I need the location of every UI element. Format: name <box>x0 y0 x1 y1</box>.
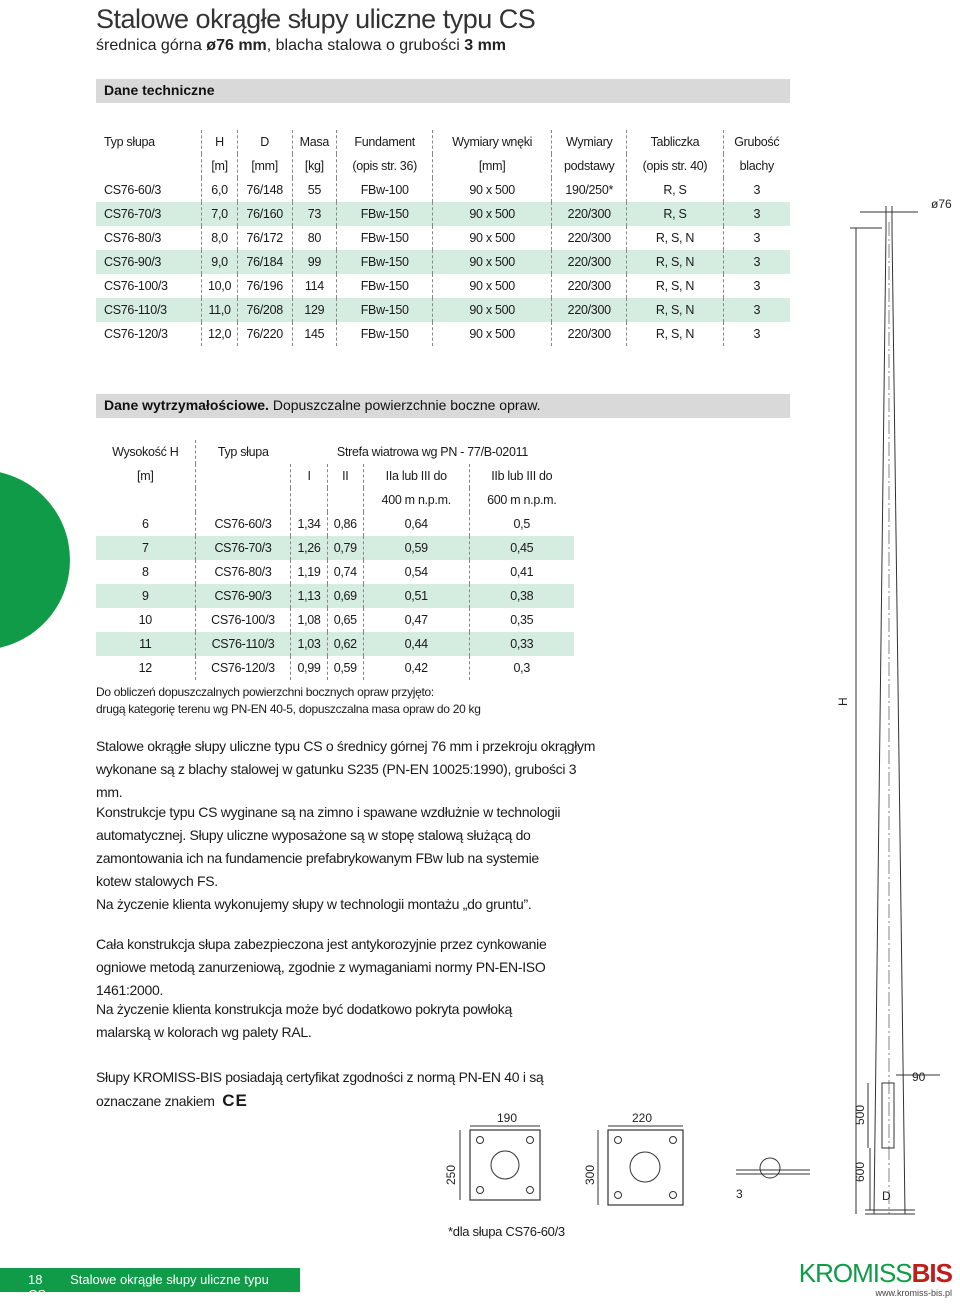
paragraph-description: Stalowe okrągłe słupy uliczne typu CS o średnicy górnej 76 mm i przekroju okrągłym wykonane są z blachy stalowej w gatunku S235 (PN-EN 10025:1990), grubości 3 mm. <box>96 738 596 800</box>
tech-row-cell: CS76-60/3 <box>104 183 162 197</box>
strength-row-cell: 0,99 <box>291 656 327 680</box>
tech-row-cell: 76/196 <box>237 274 292 298</box>
tech-row-cell: 11,0 <box>202 298 237 322</box>
tech-row-cell: 73 <box>292 202 337 226</box>
tech-header-row-cell: [m] <box>202 154 237 178</box>
dim-500-label: 500 <box>853 1104 867 1125</box>
tech-row-cell: FBw-150 <box>337 298 433 322</box>
tech-header-row-cell: Fundament <box>337 130 433 154</box>
tech-row-cell: 90 x 500 <box>433 226 552 250</box>
tech-row-cell: R, S, N <box>627 226 723 250</box>
tech-row-cell: 12,0 <box>202 322 237 346</box>
tech-header-row-cell: podstawy <box>552 154 627 178</box>
tech-row-cell: CS76-90/3 <box>96 250 202 274</box>
paragraph-ground-mount: Na życzenie klienta wykonujemy słupy w technologii montażu „do gruntu”. <box>96 896 532 912</box>
strength-row-cell: 0,45 <box>469 536 574 560</box>
strength-row-cell: 0,54 <box>363 560 469 584</box>
dim-90-label: 90 <box>912 1070 926 1084</box>
tech-row-cell: R, S, N <box>627 322 723 346</box>
tech-row-cell: 3 <box>723 226 790 250</box>
strength-row-cell: 1,13 <box>291 584 327 608</box>
tech-row-cell: 10,0 <box>202 274 237 298</box>
tech-row-cell: 55 <box>292 178 337 202</box>
tech-row-cell: 90 x 500 <box>433 274 552 298</box>
tech-row-cell: 3 <box>723 250 790 274</box>
tech-row-cell: 190/250* <box>552 178 627 202</box>
tech-header-row-cell: H <box>202 130 237 154</box>
tech-row-cell: CS76-70/3 <box>96 202 202 226</box>
tech-row-cell: CS76-120/3 <box>104 327 168 341</box>
tech-header-row-cell: [kg] <box>292 154 337 178</box>
tech-header-row-cell: blachy <box>723 154 790 178</box>
col-height: Wysokość H <box>112 445 179 459</box>
col-unit: [m] <box>137 469 154 483</box>
tech-row-cell: 220/300 <box>552 250 627 274</box>
strength-row-cell: 0,42 <box>363 656 469 680</box>
calc-note-line1: Do obliczeń dopuszczalnych powierzchni bocznych opraw przyjęto: <box>96 685 434 699</box>
tech-row-cell: 220/300 <box>552 298 627 322</box>
strength-row-cell: 1,03 <box>291 632 327 656</box>
tech-row-cell: FBw-100 <box>337 178 433 202</box>
strength-row-cell: 0,65 <box>327 608 363 632</box>
tech-header-row-cell: Masa <box>292 130 337 154</box>
col-zone-IIb: IIb lub III do <box>469 464 574 488</box>
strength-row-cell: 0,41 <box>469 560 574 584</box>
tech-row-cell: 76/220 <box>237 322 292 346</box>
col-zone-IIa-alt: 400 m n.p.m. <box>363 488 469 512</box>
strength-row-cell: 0,51 <box>363 584 469 608</box>
strength-heading-rest: Dopuszczalne powierzchnie boczne opraw. <box>268 397 541 413</box>
tech-row-cell: 90 x 500 <box>433 202 552 226</box>
tech-row-cell: 3 <box>723 322 790 346</box>
tech-row-cell: 90 x 500 <box>433 322 552 346</box>
paragraph-construction-text: Konstrukcje typu CS wyginane są na zimno i spawane wzdłużnie w technologii automatycznej. Słupy uliczne wyposażone są w stopę stalową służącą do zamontowania ich na fundamencie prefabrykowanym FBw lub na systemie kotew stalowych FS. <box>96 804 561 889</box>
tech-row-cell: 6,0 <box>202 178 237 202</box>
tech-header-row-cell: Tabliczka <box>627 130 723 154</box>
tech-header-row-cell: Wymiary <box>552 130 627 154</box>
dim-300-label: 300 <box>583 1164 597 1185</box>
calc-note-line2: drugą kategorię terenu wg PN-EN 40-5, dopuszczalna masa opraw do 20 kg <box>96 702 481 716</box>
tech-row-cell: 80 <box>292 226 337 250</box>
paragraph-painting: Na życzenie klienta konstrukcja może być dodatkowo pokryta powłoką malarską w kolorach wg palety RAL. <box>96 1001 512 1040</box>
tech-row-cell: 3 <box>723 298 790 322</box>
kromiss-logo <box>799 1258 952 1289</box>
strength-row-cell: 0,64 <box>363 512 469 536</box>
strength-heading-bold: Dane wytrzymałościowe. <box>104 397 269 413</box>
strength-row-cell: 0,69 <box>327 584 363 608</box>
tech-row-cell: 76/184 <box>237 250 292 274</box>
top-diameter-label: ø76 <box>931 197 952 211</box>
ce-mark-icon: CE <box>222 1091 248 1110</box>
paragraph-certificate-text: Słupy KROMISS-BIS posiadają certyfikat zgodności z normą PN-EN 40 i są oznaczane znakiem <box>96 1069 544 1109</box>
strength-row-cell: 0,5 <box>469 512 574 536</box>
tech-row-cell: 3 <box>723 202 790 226</box>
tech-row-cell: 90 x 500 <box>433 250 552 274</box>
strength-row-cell: 0,74 <box>327 560 363 584</box>
col-zone-I: I <box>291 464 327 488</box>
tech-row-cell: 9,0 <box>202 250 237 274</box>
tech-row-cell: CS76-110/3 <box>96 298 202 322</box>
strength-row-cell: CS76-60/3 <box>195 512 291 536</box>
strength-row-cell: CS76-70/3 <box>195 536 291 560</box>
strength-row-cell: 1,34 <box>291 512 327 536</box>
strength-row-cell: 0,79 <box>327 536 363 560</box>
tech-row-cell: R, S, N <box>627 250 723 274</box>
strength-row-cell: 7 <box>96 536 195 560</box>
tech-row-cell: R, S, N <box>627 274 723 298</box>
tech-row-cell: FBw-150 <box>337 274 433 298</box>
strength-row-cell: CS76-80/3 <box>195 560 291 584</box>
subtitle-text: średnica górna <box>96 37 207 54</box>
strength-row-cell: 1,08 <box>291 608 327 632</box>
tech-row-cell: 3 <box>723 274 790 298</box>
dim-220-label: 220 <box>632 1111 653 1125</box>
strength-row-cell: 8 <box>141 565 149 579</box>
tech-header-row-cell: [mm] <box>237 154 292 178</box>
strength-row-cell: CS76-120/3 <box>195 656 291 680</box>
tech-row-cell: 220/300 <box>552 322 627 346</box>
tech-header-row-cell: Wymiary wnęki <box>433 130 552 154</box>
tech-row-cell: FBw-150 <box>337 322 433 346</box>
strength-row-cell: 0,59 <box>363 536 469 560</box>
base-footnote: *dla słupa CS76-60/3 <box>448 1224 565 1239</box>
strength-row-cell: CS76-90/3 <box>195 584 291 608</box>
dim-600-label: 600 <box>853 1161 867 1182</box>
tech-row-cell: R, S <box>627 178 723 202</box>
tech-row-cell: 114 <box>292 274 337 298</box>
col-type: Typ słupa <box>195 440 291 464</box>
strength-row-cell: CS76-100/3 <box>195 608 291 632</box>
dim-3-label: 3 <box>736 1187 743 1201</box>
tech-row-cell: R, S <box>627 202 723 226</box>
footer-bar <box>0 1268 300 1302</box>
strength-row-cell: 0,44 <box>363 632 469 656</box>
strength-row-cell: CS76-110/3 <box>195 632 291 656</box>
tech-row-cell: 129 <box>292 298 337 322</box>
tech-header-row-cell: Typ słupa <box>104 135 155 149</box>
tech-row-cell: 145 <box>292 322 337 346</box>
tech-row-cell: CS76-80/3 <box>104 231 162 245</box>
tech-row-cell: 76/148 <box>237 178 292 202</box>
strength-row-cell: 6 <box>141 517 149 531</box>
tech-header-row-cell: (opis str. 36) <box>337 154 433 178</box>
tech-row-cell: 8,0 <box>202 226 237 250</box>
tech-row-cell: 220/300 <box>552 274 627 298</box>
tech-row-cell: FBw-150 <box>337 250 433 274</box>
strength-row-cell: 0,59 <box>327 656 363 680</box>
paragraph-galvanizing: Cała konstrukcja słupa zabezpieczona jest antykorozyjnie przez cynkowanie ogniowe metodą zanurzeniową, zgodnie z wymaganiami normy PN-EN-ISO 1461:2000. <box>96 936 547 998</box>
dim-190-label: 190 <box>497 1111 518 1125</box>
dim-H-label: H <box>836 697 850 706</box>
tech-header-row-cell: (opis str. 40) <box>627 154 723 178</box>
tech-row-cell: FBw-150 <box>337 202 433 226</box>
tech-row-cell: 76/160 <box>237 202 292 226</box>
tech-row-cell: CS76-100/3 <box>104 279 168 293</box>
tech-row-cell: 76/208 <box>237 298 292 322</box>
footer-title: Stalowe okrągłe słupy uliczne typu CS <box>28 1272 269 1302</box>
tech-header-row-cell: Grubość <box>723 130 790 154</box>
tech-row-cell: 90 x 500 <box>433 298 552 322</box>
strength-row-cell: 0,33 <box>469 632 574 656</box>
page-number: 18 <box>28 1272 43 1287</box>
tech-row-cell: FBw-150 <box>337 226 433 250</box>
strength-row-cell: 0,47 <box>363 608 469 632</box>
dim-D-label: D <box>882 1189 891 1203</box>
tech-row-cell: 220/300 <box>552 226 627 250</box>
subtitle-diameter: ø76 mm <box>206 37 267 54</box>
strength-row-cell: 0,35 <box>469 608 574 632</box>
tech-header-row-cell: D <box>237 130 292 154</box>
tech-row-cell: 220/300 <box>552 202 627 226</box>
tech-row-cell: 99 <box>292 250 337 274</box>
strength-row-cell: 0,3 <box>469 656 574 680</box>
subtitle-text-mid: , blacha stalowa o grubości <box>266 37 465 54</box>
strength-row-cell: 12 <box>138 661 152 675</box>
logo-url: www.kromiss-bis.pl <box>875 1288 952 1298</box>
tech-row-cell: 7,0 <box>202 202 237 226</box>
strength-row-cell: 9 <box>96 584 195 608</box>
strength-row-cell: 11 <box>96 632 195 656</box>
col-zone: Strefa wiatrowa wg PN - 77/B-02011 <box>336 445 528 459</box>
tech-heading-text: Dane techniczne <box>104 82 215 98</box>
col-zone-IIb-alt: 600 m n.p.m. <box>469 488 574 512</box>
logo-kromiss: KROMISS <box>798 1258 912 1288</box>
col-zone-IIa: IIa lub III do <box>363 464 469 488</box>
strength-row-cell: 10 <box>138 613 152 627</box>
tech-row-cell: 76/172 <box>237 226 292 250</box>
strength-row-cell: 0,86 <box>327 512 363 536</box>
subtitle-thickness: 3 mm <box>464 37 507 54</box>
strength-row-cell: 0,62 <box>327 632 363 656</box>
col-zone-II: II <box>327 464 363 488</box>
page-title: Stalowe okrągłe słupy uliczne typu CS <box>96 4 536 34</box>
tech-row-cell: 3 <box>723 178 790 202</box>
tech-row-cell: 90 x 500 <box>433 178 552 202</box>
tech-row-cell: R, S, N <box>627 298 723 322</box>
strength-row-cell: 0,38 <box>469 584 574 608</box>
strength-row-cell: 1,19 <box>291 560 327 584</box>
logo-bis: BIS <box>911 1258 952 1288</box>
strength-row-cell: 1,26 <box>291 536 327 560</box>
dim-250-label: 250 <box>444 1164 458 1185</box>
tech-header-row-cell: [mm] <box>433 154 552 178</box>
